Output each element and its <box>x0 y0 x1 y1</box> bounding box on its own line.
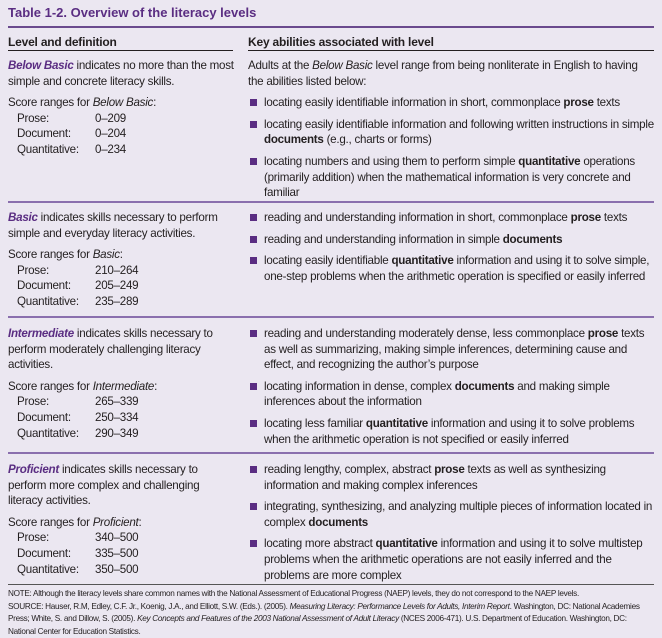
score-type: Document: <box>17 546 95 562</box>
score-range: 235–289 <box>95 294 138 310</box>
bullet-text: locating more abstract <box>264 537 376 550</box>
score-range-row <box>8 426 236 442</box>
score-range-row <box>8 294 236 310</box>
footnotes <box>8 588 654 638</box>
score-range: 335–500 <box>95 546 138 562</box>
ranges-suffix: : <box>154 380 157 393</box>
score-range-row <box>8 546 236 562</box>
score-range: 0–209 <box>95 111 126 127</box>
level-definition-cell <box>8 58 236 158</box>
ability-bullet <box>248 379 654 410</box>
score-range: 0–234 <box>95 142 126 158</box>
bullet-text: information and using it to solve simple, one-step problems when the arithmetic operation is specified or easily inferred <box>264 254 649 283</box>
bullet-keyword: prose <box>571 211 601 224</box>
score-type: Prose: <box>17 111 95 127</box>
level-definition-cell <box>8 462 236 577</box>
bullet-keyword: quantitative <box>366 417 428 430</box>
bullet-text: operations (primarily addition) when the mathematical information is very concrete and familiar <box>264 155 635 199</box>
footnote-divider <box>8 584 654 585</box>
score-ranges-label <box>8 515 236 531</box>
ability-bullet <box>248 210 654 226</box>
bullet-keyword: prose <box>563 96 593 109</box>
level-name: Below Basic <box>8 59 74 72</box>
score-range-row <box>8 530 236 546</box>
bullet-text: reading and understanding moderately dense, less commonplace <box>264 327 588 340</box>
score-ranges-label <box>8 247 236 263</box>
score-range-row <box>8 394 236 410</box>
score-type: Prose: <box>17 530 95 546</box>
score-type: Quantitative: <box>17 294 95 310</box>
level-definition-cell <box>8 326 236 441</box>
score-ranges-label <box>8 95 236 111</box>
ranges-label-text: Score ranges for <box>8 96 93 109</box>
bullet-text: locating easily identifiable <box>264 254 391 267</box>
score-range-row <box>8 410 236 426</box>
ability-bullet <box>248 536 654 583</box>
key-abilities-cell <box>248 462 654 589</box>
score-range-row <box>8 263 236 279</box>
score-range: 205–249 <box>95 278 138 294</box>
row-divider <box>8 316 654 318</box>
header-level-definition: Level and definition <box>8 35 117 49</box>
definition-text: indicates no more than the most simple and concrete literacy skills. <box>8 59 234 88</box>
score-type: Document: <box>17 410 95 426</box>
level-name: Proficient <box>8 463 59 476</box>
score-ranges <box>8 247 236 309</box>
header-key-abilities: Key abilities associated with level <box>248 35 434 49</box>
ranges-level-name: Below Basic <box>93 96 153 109</box>
bullet-text: information and using it to solve multistep problems when the arithmetic operations are not easily inferred and the problems are more complex <box>264 537 642 581</box>
intro-level: Below Basic <box>312 59 372 72</box>
ranges-level-name: Proficient <box>93 516 139 529</box>
ability-bullet <box>248 462 654 493</box>
ranges-label-text: Score ranges for <box>8 248 93 261</box>
level-name: Intermediate <box>8 327 74 340</box>
score-range: 340–500 <box>95 530 138 546</box>
title-divider <box>8 26 654 28</box>
score-type: Quantitative: <box>17 562 95 578</box>
bullet-text: information and using it to solve problems when the arithmetic operation is not specified or easily inferred <box>264 417 634 446</box>
score-range: 265–339 <box>95 394 138 410</box>
score-type: Prose: <box>17 394 95 410</box>
score-range-row <box>8 562 236 578</box>
level-definition <box>8 326 236 373</box>
source-text <box>8 601 654 638</box>
score-type: Quantitative: <box>17 142 95 158</box>
bullet-text: reading and understanding information in short, commonplace <box>264 211 571 224</box>
abilities-intro <box>248 58 654 89</box>
score-range-row <box>8 278 236 294</box>
source-title: Measuring Literacy: Performance Levels for Adults, Interim Report <box>290 602 510 611</box>
ranges-label-text: Score ranges for <box>8 380 93 393</box>
bullet-text: reading and understanding information in simple <box>264 233 503 246</box>
score-ranges <box>8 379 236 441</box>
intro-text: level range from being nonliterate in English to having the abilities listed below: <box>248 59 638 88</box>
score-ranges-label <box>8 379 236 395</box>
ability-bullet <box>248 253 654 284</box>
ability-bullet <box>248 95 654 111</box>
key-abilities-cell <box>248 326 654 453</box>
bullet-text: locating easily identifiable information and following written instructions in simple <box>264 118 654 131</box>
ability-bullet <box>248 499 654 530</box>
score-range: 0–204 <box>95 126 126 142</box>
bullet-keyword: documents <box>503 233 563 246</box>
score-ranges <box>8 515 236 577</box>
key-abilities-cell <box>248 210 654 290</box>
bullet-keyword: prose <box>434 463 464 476</box>
bullet-keyword: quantitative <box>518 155 580 168</box>
source-part: . Washington, DC: National Academies Press; White, S. and Dillow, S. (2005). <box>8 602 640 624</box>
ranges-suffix: : <box>153 96 156 109</box>
bullet-text: locating information in dense, complex <box>264 380 455 393</box>
bullet-text: texts as well as synthesizing information and making complex inferences <box>264 463 606 492</box>
bullet-text: integrating, synthesizing, and analyzing multiple pieces of information located in complex <box>264 500 652 529</box>
score-type: Prose: <box>17 263 95 279</box>
definition-text: indicates skills necessary to perform simple and everyday literacy activities. <box>8 211 218 240</box>
bullet-keyword: quantitative <box>391 254 453 267</box>
source-part: SOURCE: Hauser, R.M, Edley, C.F. Jr., Koenig, J.A., and Elliott, S.W. (Eds.). (2005). <box>8 602 290 611</box>
ranges-label-text: Score ranges for <box>8 516 93 529</box>
header-underline <box>248 50 654 51</box>
table-title: Table 1-2. Overview of the literacy levels <box>8 5 256 20</box>
ability-bullet <box>248 232 654 248</box>
level-name: Basic <box>8 211 38 224</box>
source-title: Key Concepts and Features of the 2003 National Assessment of Adult Literacy <box>137 614 399 623</box>
level-definition <box>8 58 236 89</box>
row-divider <box>8 201 654 203</box>
level-definition <box>8 462 236 509</box>
score-type: Document: <box>17 278 95 294</box>
ranges-level-name: Basic <box>93 248 120 261</box>
score-ranges <box>8 95 236 157</box>
score-range-row <box>8 126 236 142</box>
ability-bullet <box>248 416 654 447</box>
score-range: 210–264 <box>95 263 138 279</box>
score-range-row <box>8 142 236 158</box>
row-divider <box>8 452 654 454</box>
score-type: Document: <box>17 126 95 142</box>
ranges-suffix: : <box>120 248 123 261</box>
bullet-text: (e.g., charts or forms) <box>324 133 432 146</box>
bullet-text: texts <box>601 211 627 224</box>
ability-bullet <box>248 117 654 148</box>
note-text: NOTE: Although the literacy levels share common names with the National Assessment of Educational Progress (NAEP) levels, they do not correspond to the NAEP levels. <box>8 588 654 601</box>
key-abilities-cell <box>248 58 654 207</box>
ranges-suffix: : <box>139 516 142 529</box>
level-definition <box>8 210 236 241</box>
definition-text: indicates skills necessary to perform more complex and challenging literacy activities. <box>8 463 199 507</box>
bullet-text: texts <box>594 96 620 109</box>
score-type: Quantitative: <box>17 426 95 442</box>
bullet-text: locating easily identifiable information in short, commonplace <box>264 96 563 109</box>
bullet-keyword: quantitative <box>376 537 438 550</box>
bullet-keyword: documents <box>264 133 324 146</box>
level-definition-cell <box>8 210 236 310</box>
bullet-text: and making simple inferences about the information <box>264 380 610 409</box>
ability-bullet <box>248 154 654 201</box>
intro-text: Adults at the <box>248 59 312 72</box>
bullet-keyword: prose <box>588 327 618 340</box>
bullet-text: locating less familiar <box>264 417 366 430</box>
bullet-text: reading lengthy, complex, abstract <box>264 463 434 476</box>
bullet-text: texts as well as summarizing, making simple inferences, determining cause and effect, and recognizing the author’s purpose <box>264 327 644 371</box>
bullet-keyword: documents <box>455 380 515 393</box>
ranges-level-name: Intermediate <box>93 380 154 393</box>
source-part: (NCES 2006-471). U.S. Department of Education. Washington, DC: National Center for Education Statistics. <box>8 614 627 636</box>
score-range: 250–334 <box>95 410 138 426</box>
header-underline <box>8 50 233 51</box>
bullet-text: locating numbers and using them to perform simple <box>264 155 518 168</box>
score-range-row <box>8 111 236 127</box>
bullet-keyword: documents <box>308 516 368 529</box>
ability-bullet <box>248 326 654 373</box>
score-range: 290–349 <box>95 426 138 442</box>
score-range: 350–500 <box>95 562 138 578</box>
definition-text: indicates skills necessary to perform moderately challenging literacy activities. <box>8 327 213 371</box>
